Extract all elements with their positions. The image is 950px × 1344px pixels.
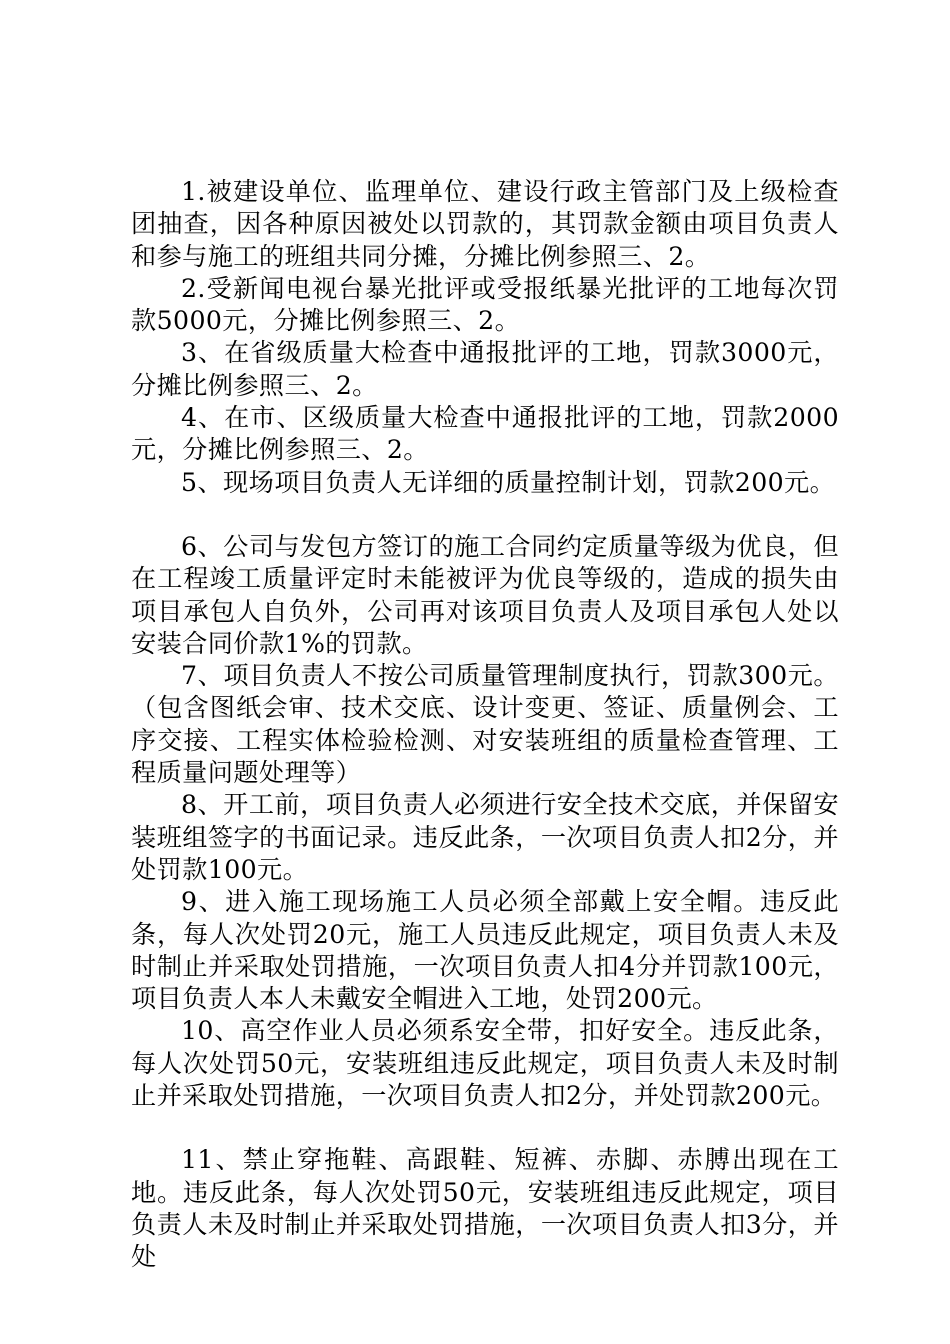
paragraph-10: 10、高空作业人员必须系安全带，扣好安全。违反此条，每人次处罚50元，安装班组违反此规定，项目负责人未及时制止并采取处罚措施，一次项目负责人扣2分，并处罚款200元。 bbox=[131, 1016, 839, 1111]
paragraph-9: 9、进入施工现场施工人员必须全部戴上安全帽。违反此条，每人次处罚20元，施工人员违反此规定，项目负责人未及时制止并采取处罚措施，一次项目负责人扣4分并罚款100元，项目负责人本人未戴安全帽进入工地，处罚200元。 bbox=[131, 887, 839, 1014]
paragraph-4: 4、在市、区级质量大检查中通报批评的工地，罚款2000元，分摊比例参照三、2。 bbox=[131, 403, 839, 465]
paragraph-11: 11、禁止穿拖鞋、高跟鞋、短裤、赤脚、赤膊出现在工地。违反此条，每人次处罚50元，安装班组违反此规定，项目负责人未及时制止并采取处罚措施，一次项目负责人扣3分，并处 bbox=[131, 1145, 839, 1272]
document-body bbox=[131, 176, 839, 1274]
paragraph-3: 3、在省级质量大检查中通报批评的工地，罚款3000元，分摊比例参照三、2。 bbox=[131, 338, 839, 400]
paragraph-2: 2.受新闻电视台暴光批评或受报纸暴光批评的工地每次罚款5000元，分摊比例参照三、2。 bbox=[131, 273, 839, 336]
paragraph-1: 1.被建设单位、监理单位、建设行政主管部门及上级检查团抽查，因各种原因被处以罚款的，其罚款金额由项目负责人和参与施工的班组共同分摊，分摊比例参照三、2。 bbox=[131, 177, 839, 271]
paragraph-7: 7、项目负责人不按公司质量管理制度执行，罚款300元。（包含图纸会审、技术交底、设计变更、签证、质量例会、工序交接、工程实体检验检测、对安装班组的质量检查管理、工程质量问题处理等） bbox=[131, 661, 839, 788]
paragraph-8: 8、开工前，项目负责人必须进行安全技术交底，并保留安装班组签字的书面记录。违反此条，一次项目负责人扣2分，并处罚款100元。 bbox=[131, 790, 839, 884]
paragraph-6: 6、公司与发包方签订的施工合同约定质量等级为优良，但在工程竣工质量评定时未能被评为优良等级的，造成的损失由项目承包人自负外，公司再对该项目负责人及项目承包人处以安装合同价款1%的罚款。 bbox=[131, 531, 839, 658]
paragraph-5: 5、现场项目负责人无详细的质量控制计划，罚款200元。 bbox=[181, 467, 836, 497]
